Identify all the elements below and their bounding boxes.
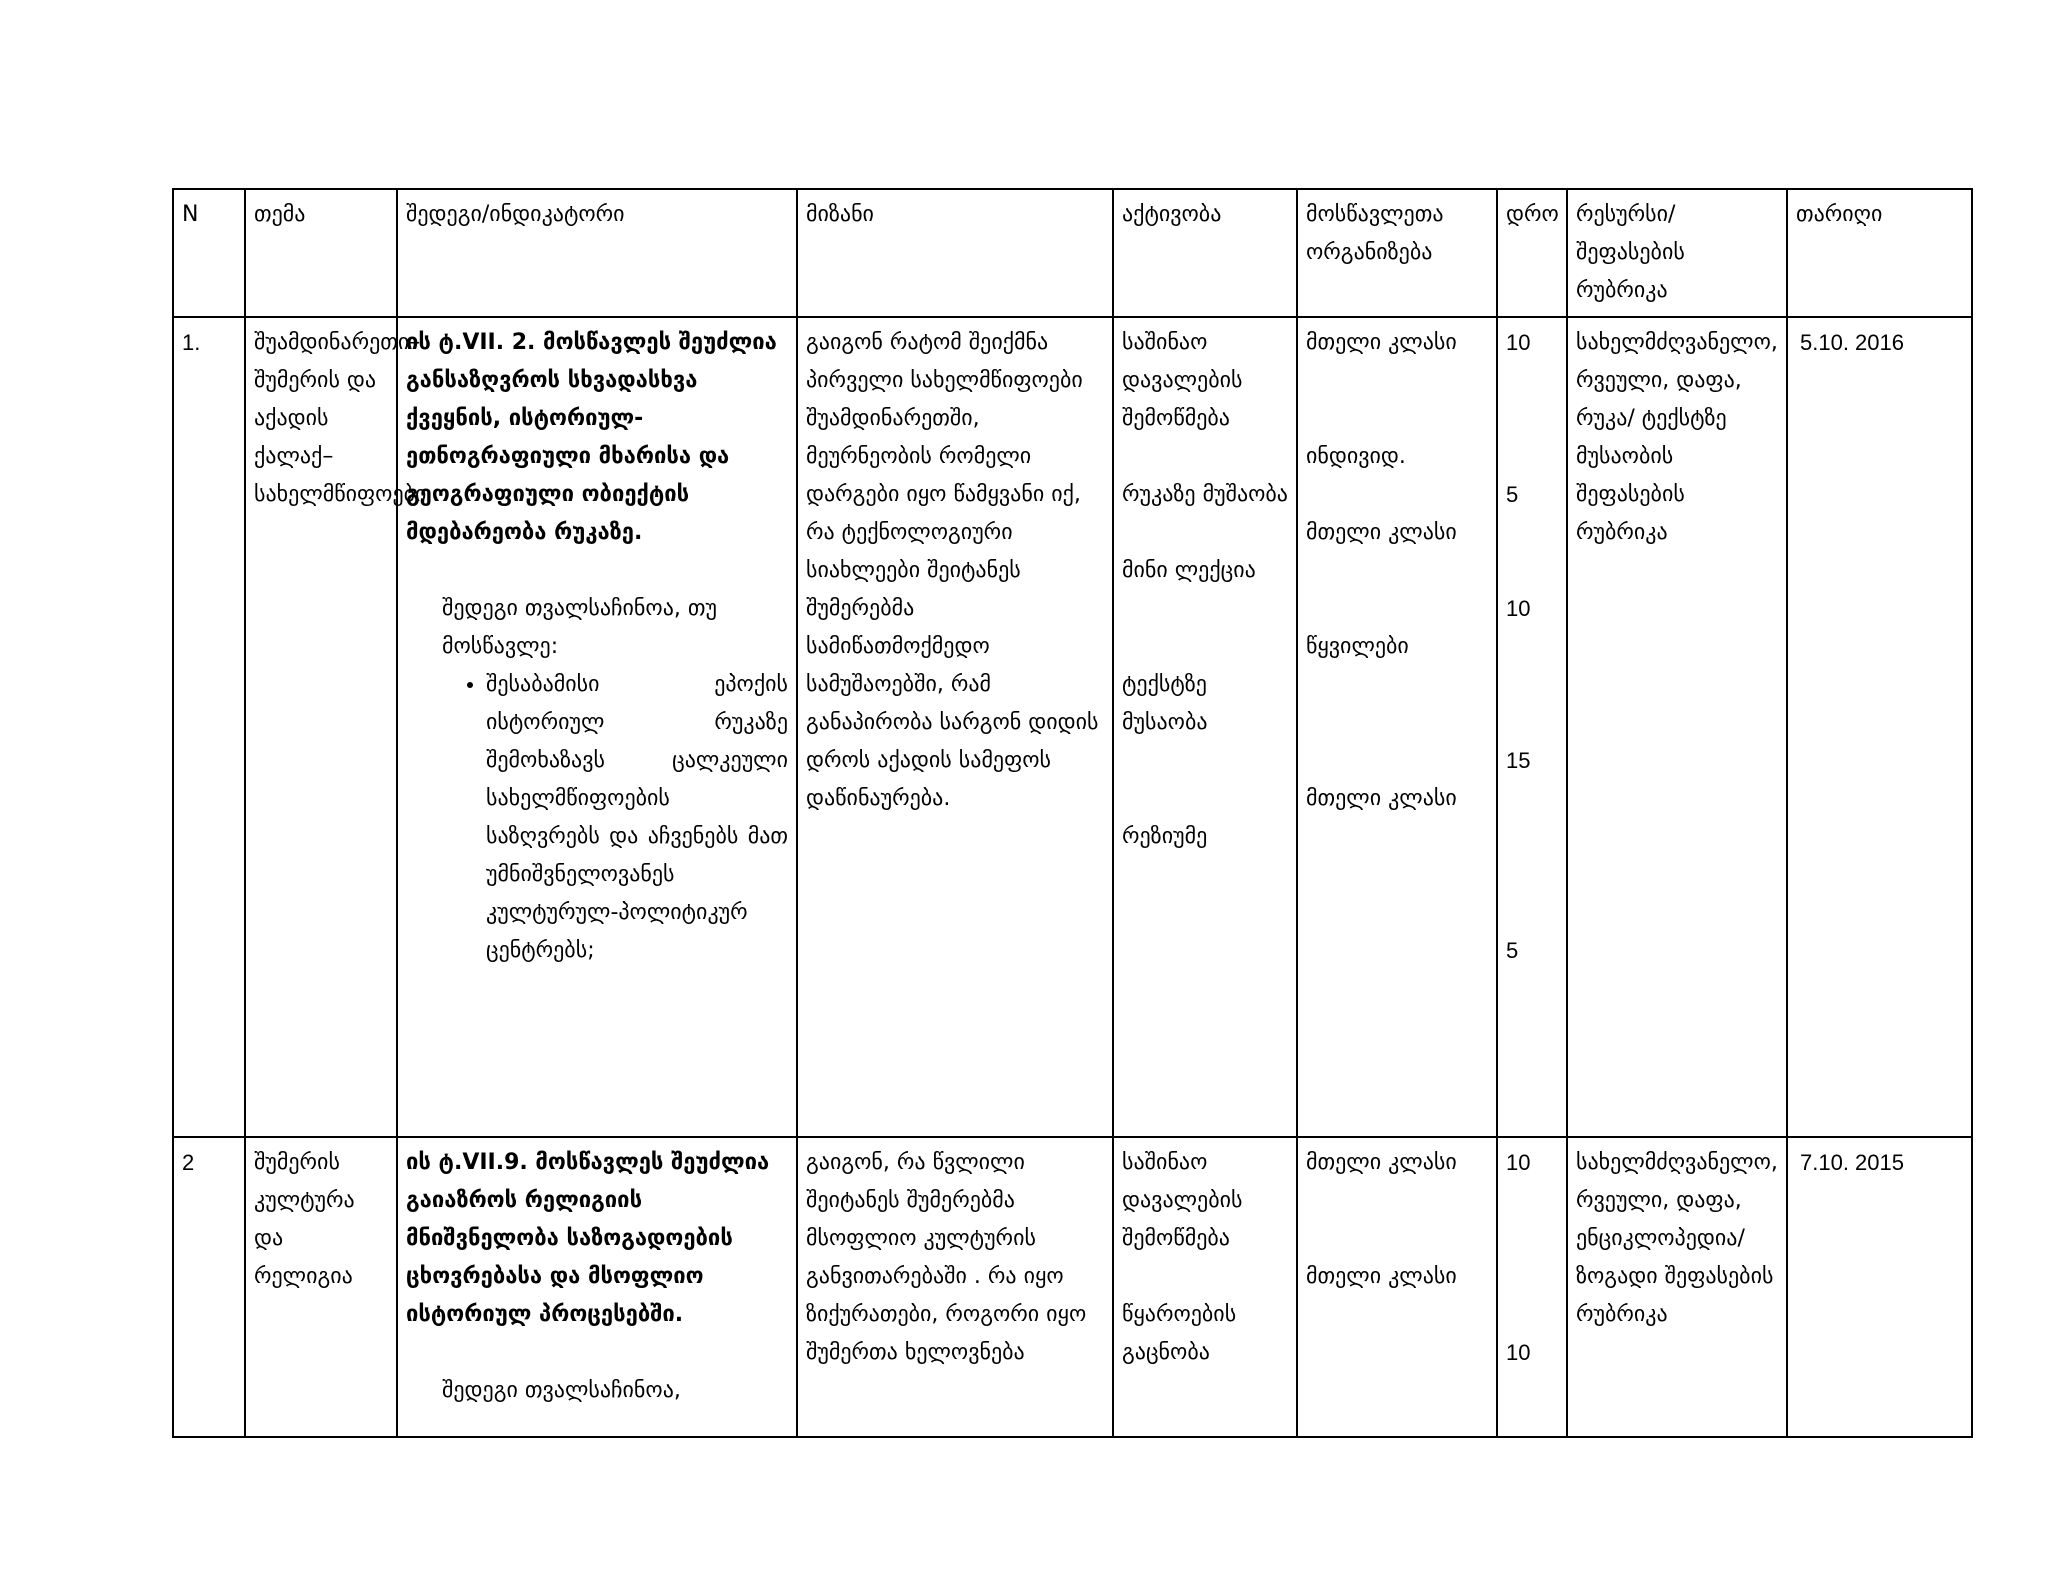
activity-item: ტექსტზე მუსაობა	[1122, 672, 1208, 735]
header-activity: აქტივობა	[1113, 189, 1297, 317]
outcome-standard: ის ტ.VII.9. მოსწავლეს შეუძლია გაიაზროს რელიგიის მნიშვნელობა საზოგადოების ცხოვრებასა და მსოფლიო ისტორიულ პროცესებში.	[406, 1150, 770, 1327]
table-header-row	[173, 189, 1972, 317]
header-resource: რესურსი/შეფასების რუბრიკა	[1567, 189, 1787, 317]
header-outcome: შედეგი/ინდიკატორი	[397, 189, 797, 317]
organization-item: მთელი კლასი	[1306, 1264, 1457, 1289]
header-organization: მოსწავლეთა ორგანიზება	[1297, 189, 1497, 317]
time-item: 5	[1506, 938, 1519, 963]
time-item: 10	[1506, 330, 1531, 355]
table-row	[173, 1137, 1972, 1437]
time-item: 10	[1506, 596, 1531, 621]
activity-item: რუკაზე მუშაობა	[1122, 482, 1288, 507]
row-date: 5.10. 2016	[1787, 317, 1972, 1137]
row-date: 7.10. 2015	[1787, 1137, 1972, 1437]
outcome-indicators	[406, 666, 788, 970]
time-item: 10	[1506, 1340, 1531, 1365]
row-outcome	[397, 1137, 797, 1437]
row-theme: შუამდინარეთი–შუმერის და აქადის ქალაქ–სახელმწიფოები	[245, 317, 397, 1137]
activity-item: მინი ლექცია	[1122, 558, 1256, 583]
organization-item: წყვილები	[1306, 634, 1409, 659]
time-item: 10	[1506, 1150, 1531, 1175]
row-outcome	[397, 317, 797, 1137]
row-time	[1497, 317, 1567, 1137]
row-organization	[1297, 317, 1497, 1137]
organization-item: მთელი კლასი	[1306, 1150, 1457, 1175]
activity-item: რეზიუმე	[1122, 824, 1208, 849]
outcome-indicator: • შესაბამისი ეპოქის ისტორიულ რუკაზე შემოხაზავს ცალკეული სახელმწიფოების საზღვრებს და აჩვენებს მათ უმნიშვნელოვანეს კულტურულ-პოლიტიკურ ცენტრებს;	[486, 666, 788, 970]
row-organization	[1297, 1137, 1497, 1437]
row-activities	[1113, 1137, 1297, 1437]
header-date: თარიღი	[1787, 189, 1972, 317]
time-item: 5	[1506, 482, 1519, 507]
organization-item: მთელი კლასი	[1306, 786, 1457, 811]
row-activities	[1113, 317, 1297, 1137]
row-number: 1.	[173, 317, 245, 1137]
row-goal: გაიგონ, რა წვლილი შეიტანეს შუმერებმა მსოფლიო კულტურის განვითარებაში . რა იყო ზიქურათები, როგორი იყო შუმერთა ხელოვნება	[797, 1137, 1113, 1437]
organization-item: მთელი კლასი	[1306, 330, 1457, 355]
row-resource: სახელმძღვანელო, რვეული, დაფა, რუკა/ ტექსტზე მუსაობის შეფასების რუბრიკა	[1567, 317, 1787, 1137]
activity-item: წყაროების გაცნობა	[1122, 1302, 1237, 1365]
row-resource: სახელმძღვანელო, რვეული, დაფა, ენციკლოპედია/ ზოგადი შეფასების რუბრიკა	[1567, 1137, 1787, 1437]
header-time: დრო	[1497, 189, 1567, 317]
time-item: 15	[1506, 748, 1531, 773]
outcome-intro: შედეგი თვალსაჩინოა, თუ მოსწავლე:	[442, 596, 717, 659]
outcome-intro: შედეგი თვალსაჩინოა,	[442, 1378, 681, 1403]
header-goal: მიზანი	[797, 189, 1113, 317]
row-goal: გაიგონ რატომ შეიქმნა პირველი სახელმწიფოები შუამდინარეთში, მეურნეობის რომელი დარგები იყო წამყვანი იქ, რა ტექნოლოგიური სიახლეები შეიტანეს შუმერებმა სამიწათმოქმედო სამუშაოებში, რამ განაპირობა სარგონ დიდის დროს აქადის სამეფოს დაწინაურება.	[797, 317, 1113, 1137]
row-time	[1497, 1137, 1567, 1437]
activity-item: საშინაო დავალების შემოწმება	[1122, 330, 1243, 431]
activity-item: საშინაო დავალების შემოწმება	[1122, 1150, 1243, 1251]
organization-item: მთელი კლასი	[1306, 520, 1457, 545]
outcome-standard: ის ტ.VII. 2. მოსწავლეს შეუძლია განსაზღვროს სხვადასხვა ქვეყნის, ისტორიულ-ეთნოგრაფიული მხარისა და გეოგრაფიული ობიექტის მდებარეობა რუკაზე.	[406, 330, 777, 545]
organization-item: ინდივიდ.	[1306, 444, 1406, 469]
table-row	[173, 317, 1972, 1137]
row-number: 2	[173, 1137, 245, 1437]
header-theme: თემა	[245, 189, 397, 317]
lesson-plan-table	[172, 188, 1973, 1438]
header-n: N	[173, 189, 245, 317]
row-theme: შუმერის კულტურა და რელიგია	[245, 1137, 397, 1437]
